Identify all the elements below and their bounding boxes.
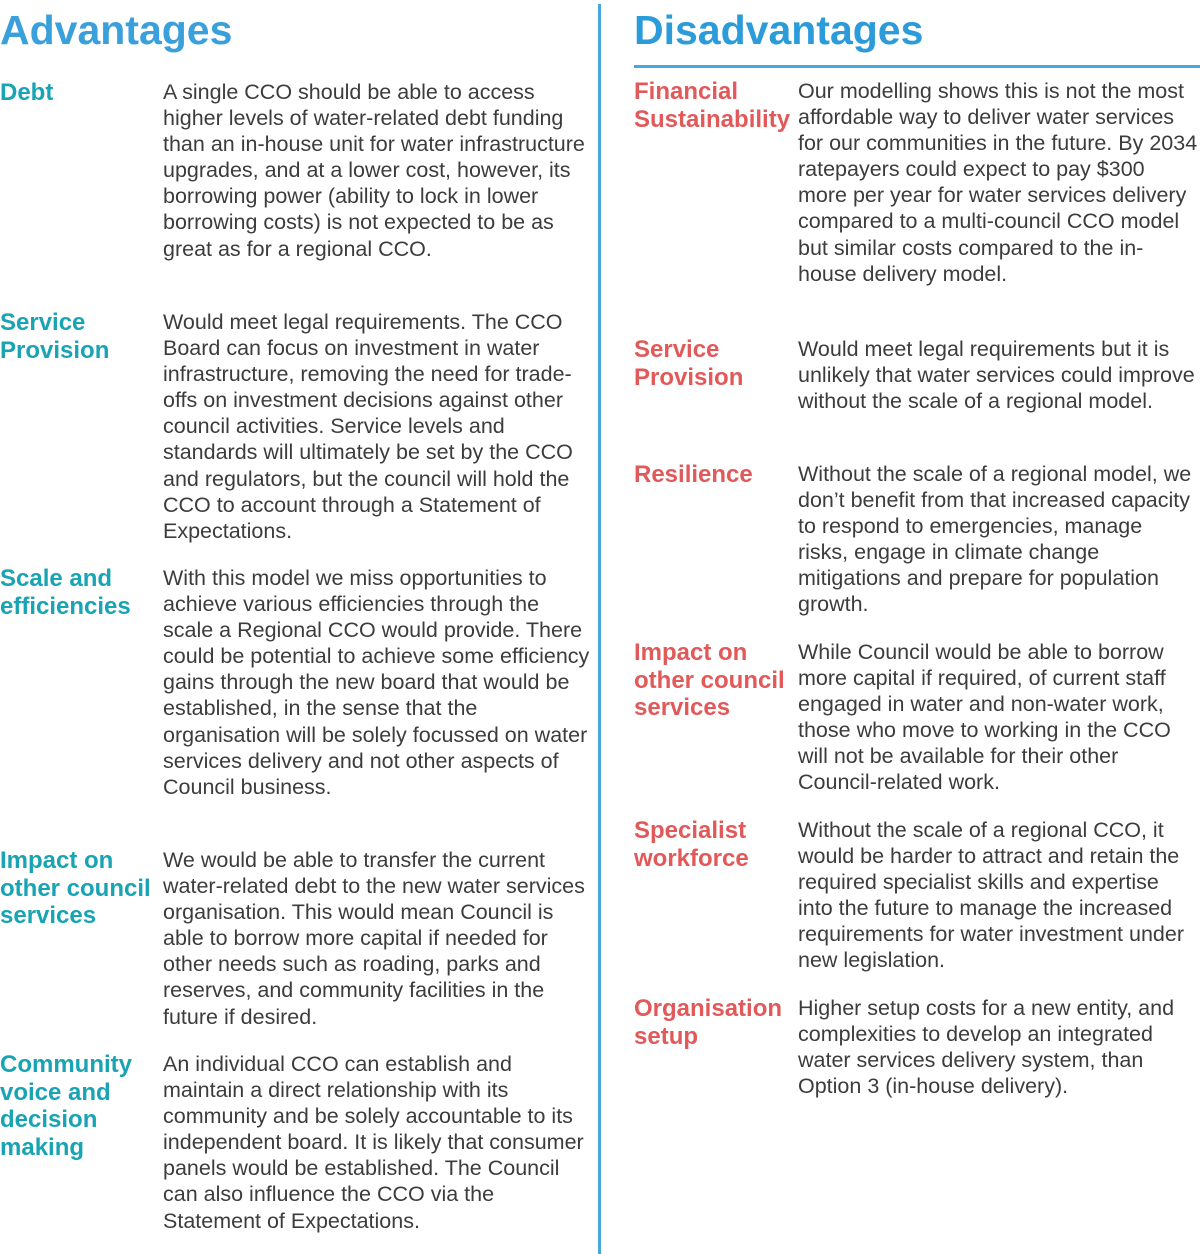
disadvantage-label: Organisation setup (634, 995, 783, 1050)
disadvantage-row-service-provision (634, 336, 1198, 414)
advantage-label: Community voice and decision making (0, 1051, 132, 1161)
disadvantages-heading: Disadvantages (634, 7, 924, 53)
advantage-row-impact (0, 847, 593, 1030)
disadvantage-row-organisation (634, 995, 1198, 1099)
advantage-row-debt (0, 79, 593, 262)
disadvantage-text: While Council would be able to borrow more capital if required, of current staff engaged in water and non-water work, those who move to working in the CCO will not be available for their other Council-related work. (798, 640, 1171, 795)
advantage-label: Scale and efficiencies (0, 565, 131, 620)
disadvantage-row-financial (634, 78, 1198, 287)
disadvantage-text: Without the scale of a regional model, we don’t benefit from that increased capacity to respond to emergencies, manage risks, engage in climate change mitigations and prepare for population growth. (798, 462, 1192, 617)
advantage-text: With this model we miss opportunities to achieve various efficiencies through the scale a Regional CCO would provide. There could be potential to achieve some efficiency gains through the new board that would be established, in the sense that the organisation will be solely focussed on water services delivery and not other aspects of Council business. (163, 566, 590, 799)
advantages-heading: Advantages (0, 7, 233, 53)
advantage-text: A single CCO should be able to access higher levels of water-related debt funding than an in-house unit for water infrastructure upgrades, and at a lower cost, however, its borrowing power (ability to lock in lower borrowing costs) is not expected to be as great as for a regional CCO. (163, 80, 585, 261)
advantages-column (0, 0, 590, 1233)
advantage-label: Impact on other council services (0, 847, 151, 929)
disadvantage-label: Specialist workforce (634, 817, 749, 872)
disadvantages-column (634, 0, 1200, 1099)
disadvantage-text: Would meet legal requirements but it is unlikely that water services could improve without the scale of a regional model. (798, 337, 1195, 414)
disadvantage-row-workforce (634, 817, 1198, 974)
advantage-text: We would be able to transfer the current water-related debt to the new water services organisation. This would mean Council is able to borrow more capital if needed for other needs such as roading, parks and reserves, and community facilities in the future if desired. (163, 848, 585, 1029)
advantage-row-scale (0, 565, 593, 800)
column-divider (598, 4, 601, 1254)
advantage-row-community (0, 1051, 593, 1234)
disadvantage-text: Without the scale of a regional CCO, it would be harder to attract and retain the required specialist skills and expertise into the future to manage the increased requirements for water investment under new legislation. (798, 818, 1184, 973)
disadvantage-text: Our modelling shows this is not the most affordable way to deliver water services for our communities in the future. By 2034 ratepayers could expect to pay $300 more per year for water services delivery compared to a multi-council CCO model but similar costs compared to the in-house delivery model. (798, 79, 1198, 286)
advantage-row-service-provision (0, 309, 593, 544)
advantage-text: Would meet legal requirements. The CCO Board can focus on investment in water infrastructure, removing the need for trade-offs on investment decisions against other council activities. Service levels and standards will ultimately be set by the CCO and regulators, but the council will hold the CCO to account through a Statement of Expectations. (163, 310, 573, 543)
disadvantage-label: Financial Sustainability (634, 78, 791, 133)
advantage-label: Debt (0, 79, 54, 106)
disadvantage-text: Higher setup costs for a new entity, and complexities to develop an integrated water services delivery system, than Option 3 (in-house delivery). (798, 996, 1175, 1099)
advantage-label: Service Provision (0, 309, 110, 364)
disadvantage-label: Impact on other council services (634, 639, 785, 721)
disadvantage-row-resilience (634, 461, 1198, 618)
disadvantage-label: Service Provision (634, 336, 744, 391)
heading-rule (634, 65, 1200, 68)
disadvantage-label: Resilience (634, 461, 753, 488)
advantage-text: An individual CCO can establish and maintain a direct relationship with its community and be solely accountable to its independent board. It is likely that consumer panels would be established. The Council can also influence the CCO via the Statement of Expectations. (163, 1052, 584, 1233)
disadvantage-row-impact (634, 639, 1198, 796)
